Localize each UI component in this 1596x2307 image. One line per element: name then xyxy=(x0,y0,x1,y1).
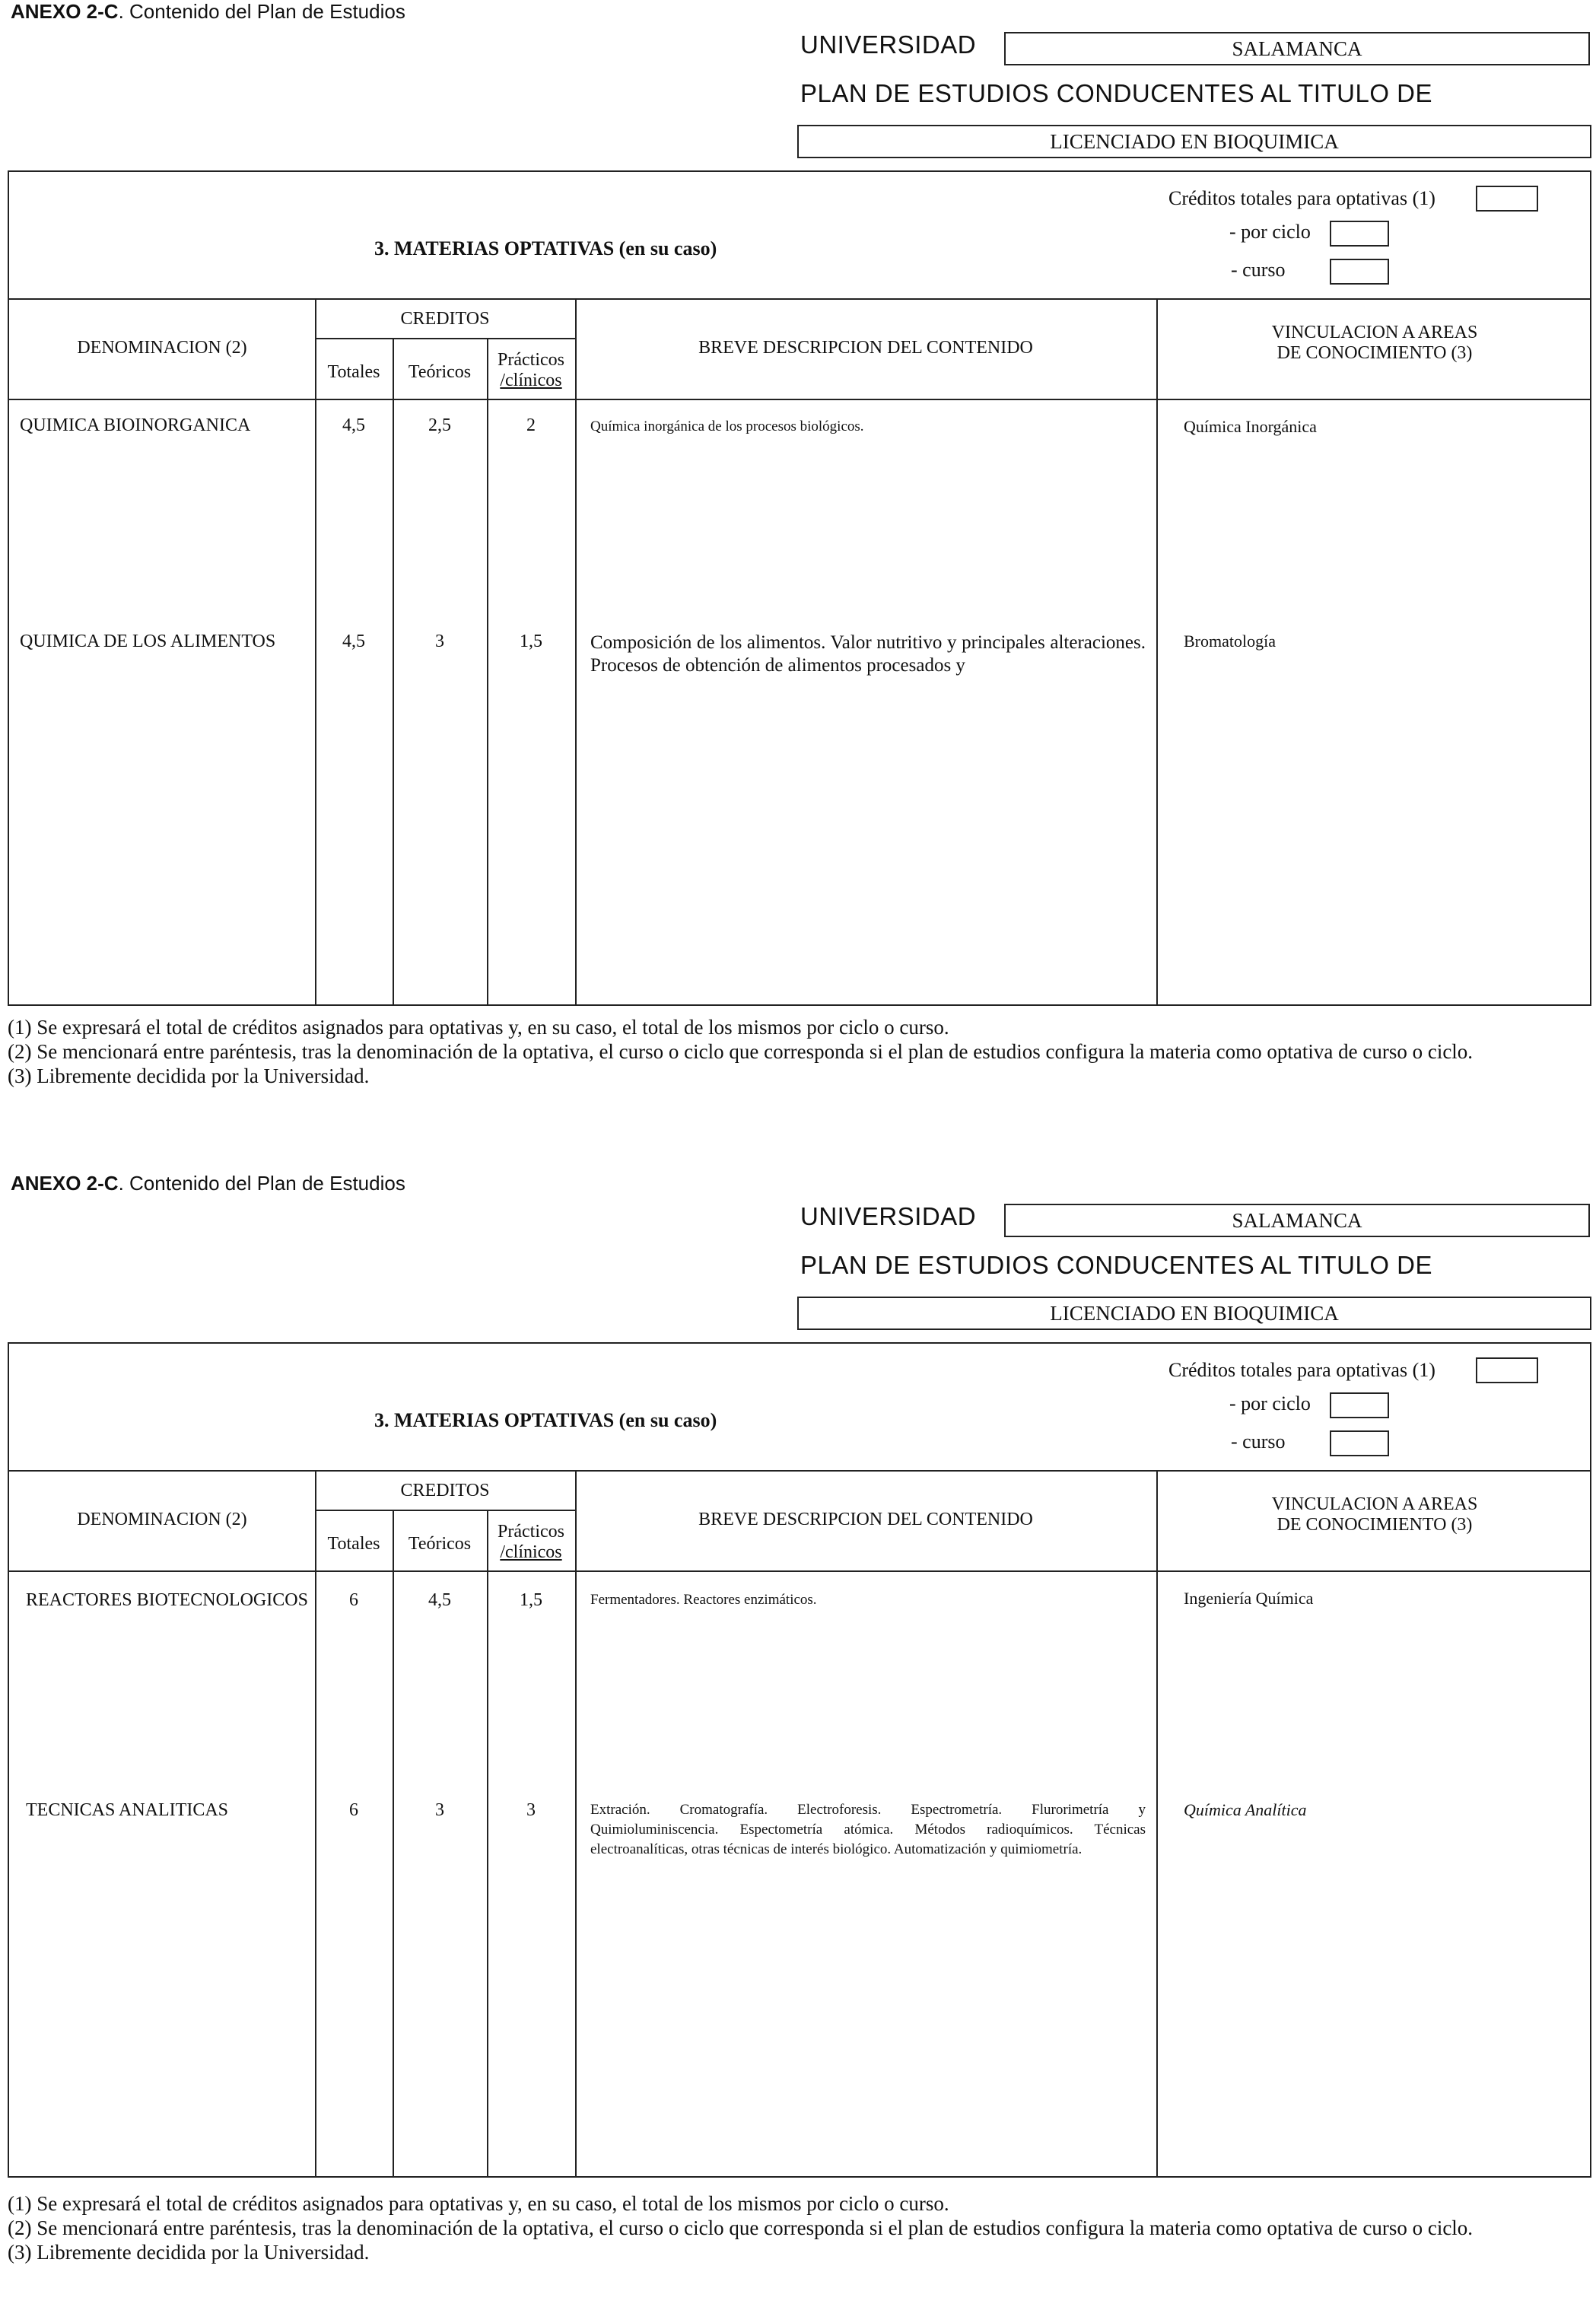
denominacion-header: DENOMINACION (2) xyxy=(77,338,247,358)
form-page-1 xyxy=(0,0,1596,1135)
table-row-area: Química Analítica xyxy=(1184,1800,1307,1819)
totales-header: Totales xyxy=(327,362,380,382)
footnote: (3) Libremente decidida por la Universidad. xyxy=(8,1064,370,1087)
practicos-header: Prácticos /clínicos xyxy=(498,1522,564,1562)
footnotes xyxy=(8,2191,1473,2264)
table-row-totales: 6 xyxy=(349,1800,358,1820)
table-row-practicos: 1,5 xyxy=(520,632,542,651)
creditos-totales-label: Créditos totales para optativas (1) xyxy=(1168,187,1435,209)
table-row-area: Ingeniería Química xyxy=(1184,1589,1314,1608)
curso-label: - curso xyxy=(1231,1430,1286,1453)
creditos-header: CREDITOS xyxy=(400,309,490,329)
titulo-value-box: LICENCIADO EN BIOQUIMICA xyxy=(797,1297,1591,1330)
por-ciclo-label: - por ciclo xyxy=(1229,221,1311,243)
divider xyxy=(575,298,577,1004)
table-row-name: QUIMICA BIOINORGANICA xyxy=(20,415,251,435)
footnote: (2) Se mencionará entre paréntesis, tras la denominación de la optativa, el curso o ciclo que corresponda si el plan de estudios configura la materia como optativa de curso o ciclo. xyxy=(8,1040,1474,1063)
denominacion-header: DENOMINACION (2) xyxy=(77,1510,247,1529)
divider xyxy=(393,338,394,1004)
teoricos-header: Teóricos xyxy=(408,362,472,382)
universidad-value-box: SALAMANCA xyxy=(1004,32,1590,65)
table-row-area: Química Inorgánica xyxy=(1184,417,1317,436)
footnote: (3) Libremente decidida por la Universidad. xyxy=(8,2241,370,2264)
anexo-heading: ANEXO 2-C. Contenido del Plan de Estudios xyxy=(11,1172,405,1195)
table-row-practicos: 2 xyxy=(526,415,536,435)
curso-label: - curso xyxy=(1231,259,1286,281)
divider xyxy=(9,1570,1590,1572)
divider xyxy=(487,338,488,1004)
creditos-totales-label: Créditos totales para optativas (1) xyxy=(1168,1359,1435,1381)
vinculacion-header: VINCULACION A AREAS DE CONOCIMIENTO (3) xyxy=(1271,1494,1478,1535)
table-row-name: QUIMICA DE LOS ALIMENTOS xyxy=(20,632,276,651)
form-page-2 xyxy=(0,1172,1596,2307)
divider xyxy=(315,1510,575,1511)
materias-table xyxy=(8,170,1591,1006)
descripcion-header: BREVE DESCRIPCION DEL CONTENIDO xyxy=(698,1510,1033,1529)
table-row-teoricos: 4,5 xyxy=(428,1590,451,1610)
footnote: (1) Se expresará el total de créditos asignados para optativas y, en su caso, el total de los mismos por ciclo o curso. xyxy=(8,2192,949,2215)
universidad-value-box: SALAMANCA xyxy=(1004,1204,1590,1237)
creditos-totales-box xyxy=(1476,1357,1538,1383)
vinculacion-header: VINCULACION A AREAS DE CONOCIMIENTO (3) xyxy=(1271,323,1478,363)
anexo-heading: ANEXO 2-C. Contenido del Plan de Estudios xyxy=(11,0,405,23)
creditos-totales-box xyxy=(1476,186,1538,212)
totales-header: Totales xyxy=(327,1534,380,1554)
footnotes xyxy=(8,1015,1473,1088)
divider xyxy=(9,298,1590,300)
divider xyxy=(575,1470,577,2176)
table-row-description: Fermentadores. Reactores enzimáticos. xyxy=(590,1592,817,1608)
curso-box xyxy=(1330,1430,1389,1456)
table-row-totales: 4,5 xyxy=(342,632,365,651)
table-row-area: Bromatología xyxy=(1184,632,1276,651)
creditos-header: CREDITOS xyxy=(400,1481,490,1500)
practicos-header: Prácticos /clínicos xyxy=(498,350,564,390)
table-row-teoricos: 2,5 xyxy=(428,415,451,435)
plan-title: PLAN DE ESTUDIOS CONDUCENTES AL TITULO DE xyxy=(800,79,1432,107)
plan-title: PLAN DE ESTUDIOS CONDUCENTES AL TITULO DE xyxy=(800,1251,1432,1279)
materias-table xyxy=(8,1342,1591,2178)
divider xyxy=(9,1470,1590,1472)
table-row-practicos: 3 xyxy=(526,1800,536,1820)
table-row-practicos: 1,5 xyxy=(520,1590,542,1610)
por-ciclo-box xyxy=(1330,221,1389,247)
divider xyxy=(315,1470,316,2176)
table-row-totales: 6 xyxy=(349,1590,358,1610)
table-row-totales: 4,5 xyxy=(342,415,365,435)
universidad-label: UNIVERSIDAD xyxy=(800,1202,977,1230)
table-row-name: TECNICAS ANALITICAS xyxy=(26,1800,229,1820)
table-row-teoricos: 3 xyxy=(435,1800,444,1820)
table-row-description: Extración. Cromatografía. Electroforesis. Espectrometría. Flurorimetría y Quimioluminiscencia. Espectometría atómica. Métodos radioquímicos. Técnicas electroanalíticas, otras técnicas de interés biológico. Automatización y quimiometría. xyxy=(590,1802,1146,1857)
curso-box xyxy=(1330,259,1389,285)
divider xyxy=(1156,1470,1158,2176)
universidad-label: UNIVERSIDAD xyxy=(800,30,977,59)
titulo-value-box: LICENCIADO EN BIOQUIMICA xyxy=(797,125,1591,158)
footnote: (1) Se expresará el total de créditos asignados para optativas y, en su caso, el total de los mismos por ciclo o curso. xyxy=(8,1016,949,1039)
footnote: (2) Se mencionará entre paréntesis, tras la denominación de la optativa, el curso o ciclo que corresponda si el plan de estudios configura la materia como optativa de curso o ciclo. xyxy=(8,2216,1474,2239)
table-row-description: Composición de los alimentos. Valor nutritivo y principales alteraciones. Procesos de obtención de alimentos procesados y xyxy=(590,632,1146,676)
por-ciclo-label: - por ciclo xyxy=(1229,1392,1311,1414)
por-ciclo-box xyxy=(1330,1392,1389,1418)
descripcion-header: BREVE DESCRIPCION DEL CONTENIDO xyxy=(698,338,1033,358)
section-title: 3. MATERIAS OPTATIVAS (en su caso) xyxy=(374,237,717,259)
table-row-name: REACTORES BIOTECNOLOGICOS xyxy=(26,1590,308,1610)
teoricos-header: Teóricos xyxy=(408,1534,472,1554)
divider xyxy=(315,338,575,339)
divider xyxy=(9,399,1590,400)
divider xyxy=(1156,298,1158,1004)
section-title: 3. MATERIAS OPTATIVAS (en su caso) xyxy=(374,1409,717,1431)
table-row-description: Química inorgánica de los procesos biológicos. xyxy=(590,418,864,434)
table-row-teoricos: 3 xyxy=(435,632,444,651)
